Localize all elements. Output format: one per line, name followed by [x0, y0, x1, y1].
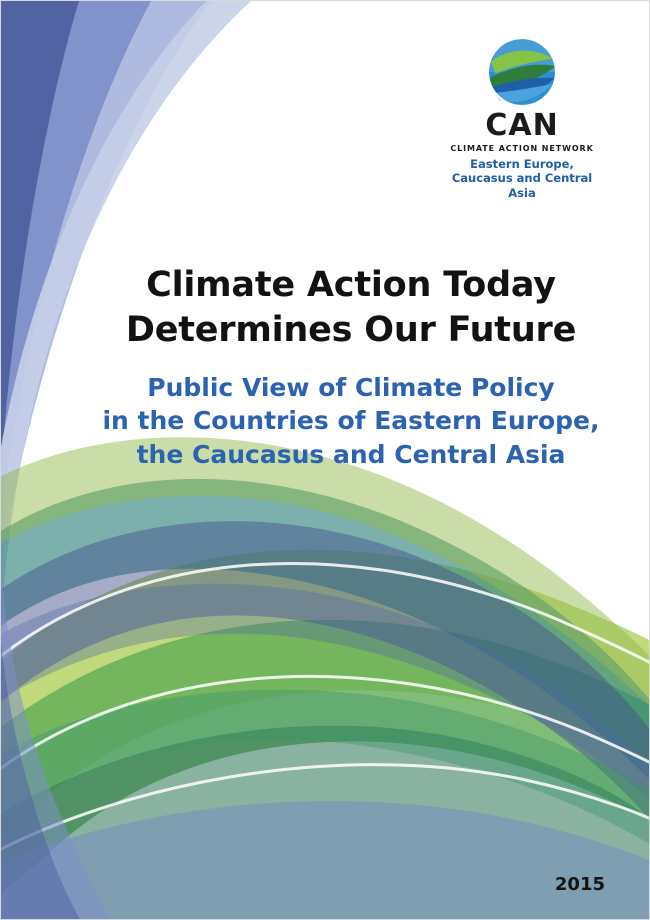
- title-block: [91, 263, 611, 471]
- logo-region-name: [437, 157, 607, 200]
- can-globe-logo-icon: [485, 35, 559, 109]
- page-title: [91, 263, 611, 353]
- logo-region-line-1: Eastern Europe,: [470, 157, 574, 171]
- page-title-line-1: Climate Action Today: [146, 265, 556, 305]
- page-subtitle: [91, 371, 611, 472]
- page-title-line-2: Determines Our Future: [125, 309, 577, 350]
- logo-region-line-3: Asia: [508, 185, 536, 200]
- page-subtitle-line-2: in the Countries of Eastern Europe,: [102, 406, 600, 436]
- can-logo-block: [437, 35, 607, 200]
- logo-acronym: CAN: [485, 108, 559, 143]
- logo-region-line-2: Caucasus and Central: [451, 171, 593, 186]
- page-subtitle-line-3: the Caucasus and Central Asia: [136, 439, 566, 469]
- page-subtitle-line-1: Public View of Climate Policy: [147, 372, 555, 402]
- logo-full-name: CLIMATE ACTION NETWORK: [450, 144, 594, 153]
- publication-year: 2015: [554, 874, 605, 895]
